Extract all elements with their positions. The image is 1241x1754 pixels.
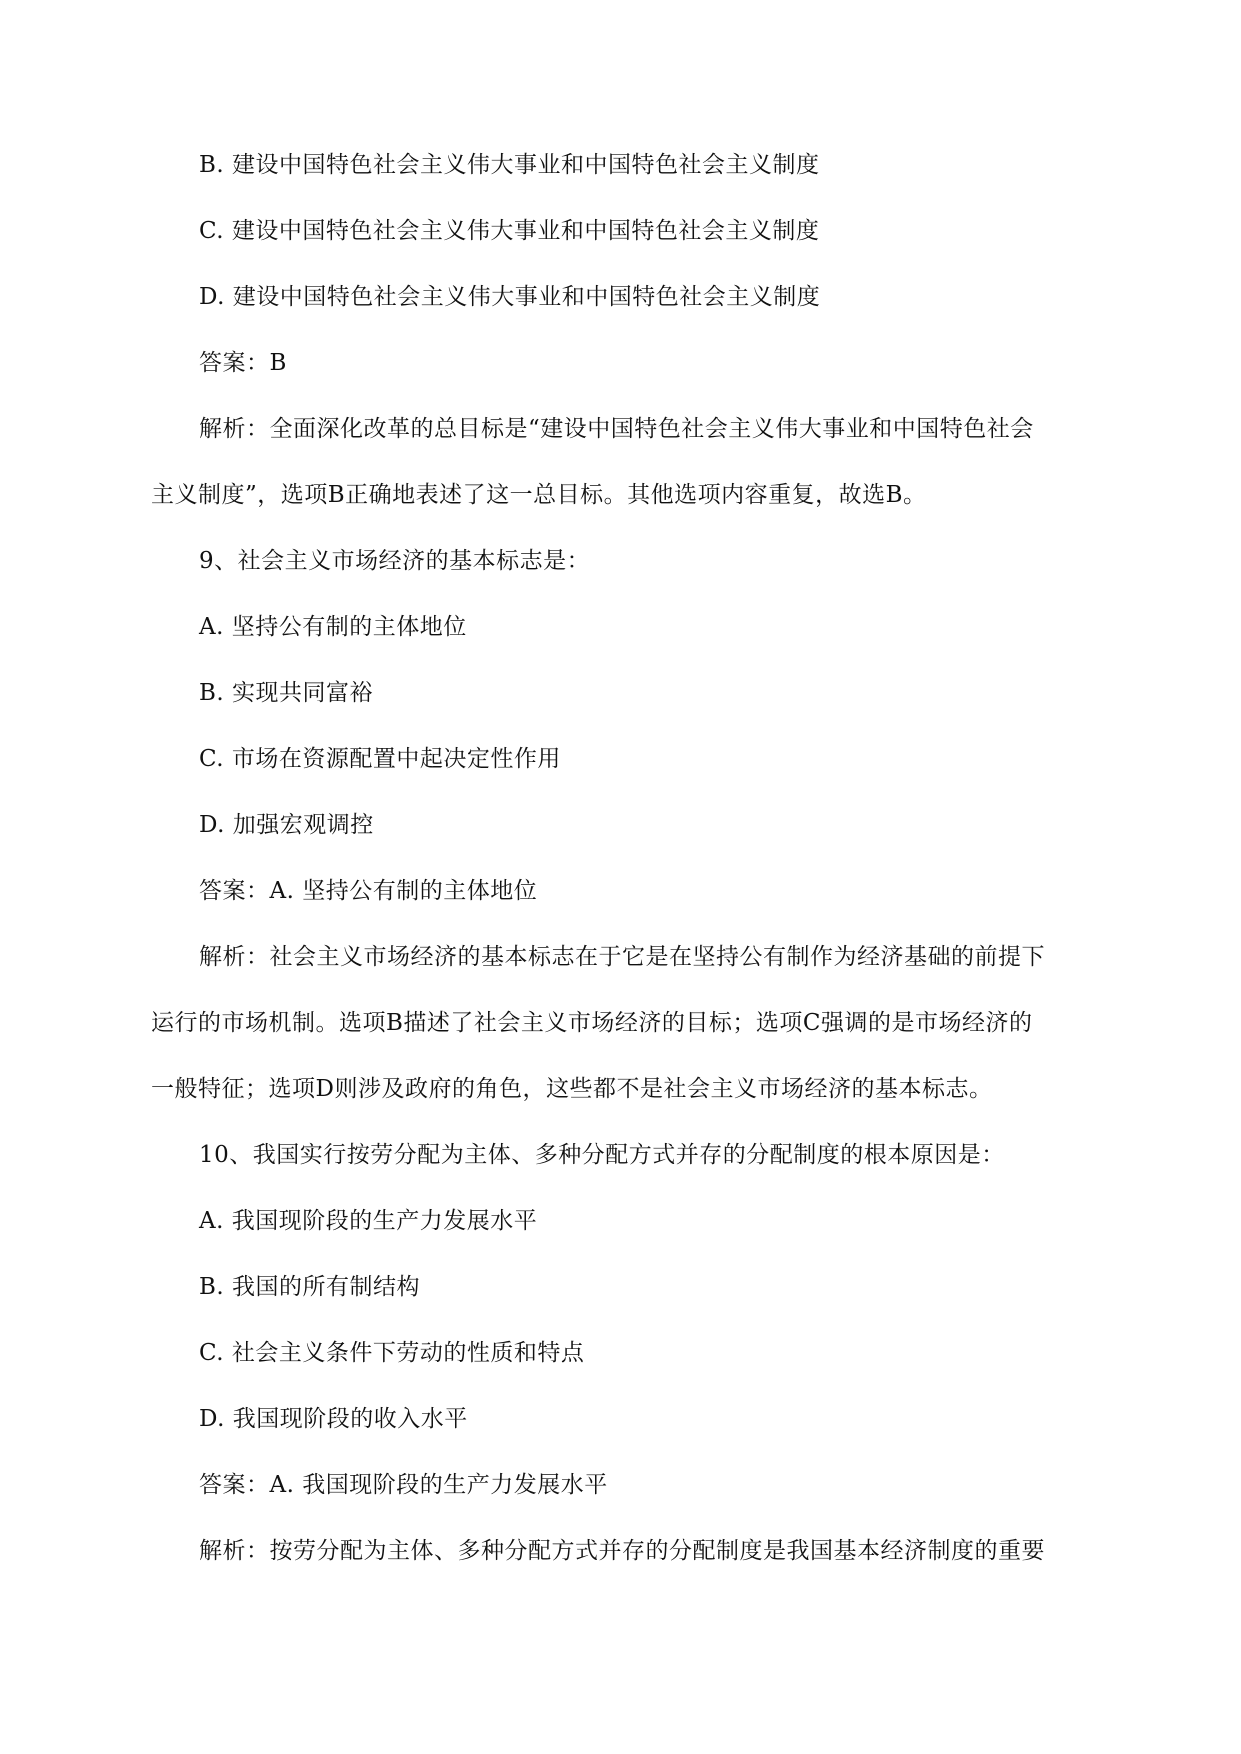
option-b-line: B. 实现共同富裕 (199, 680, 374, 706)
explanation-line: 解析：社会主义市场经济的基本标志在于它是在坚持公有制作为经济基础的前提下 (199, 944, 1045, 970)
option-a-line: A. 我国现阶段的生产力发展水平 (199, 1208, 538, 1234)
option-d-line: D. 建设中国特色社会主义伟大事业和中国特色社会主义制度 (199, 284, 821, 310)
explanation-line: 运行的市场机制。选项B描述了社会主义市场经济的目标；选项C强调的是市场经济的 (151, 1010, 1033, 1036)
option-c-line: C. 社会主义条件下劳动的性质和特点 (199, 1340, 585, 1366)
option-d-line: D. 加强宏观调控 (199, 812, 374, 838)
option-c-line: C. 建设中国特色社会主义伟大事业和中国特色社会主义制度 (199, 218, 820, 244)
explanation-line: 解析：按劳分配为主体、多种分配方式并存的分配制度是我国基本经济制度的重要 (199, 1538, 1045, 1564)
option-b-line: B. 我国的所有制结构 (199, 1274, 421, 1300)
option-b-line: B. 建设中国特色社会主义伟大事业和中国特色社会主义制度 (199, 152, 820, 178)
option-d-line: D. 我国现阶段的收入水平 (199, 1406, 468, 1432)
explanation-line: 主义制度”，选项B正确地表述了这一总目标。其他选项内容重复，故选B。 (151, 482, 927, 508)
answer-line: 答案：A. 坚持公有制的主体地位 (199, 878, 538, 904)
option-c-line: C. 市场在资源配置中起决定性作用 (199, 746, 561, 772)
question-10-title: 10、我国实行按劳分配为主体、多种分配方式并存的分配制度的根本原因是： (199, 1142, 1005, 1168)
explanation-line: 一般特征；选项D则涉及政府的角色，这些都不是社会主义市场经济的基本标志。 (151, 1076, 993, 1102)
answer-line: 答案：A. 我国现阶段的生产力发展水平 (199, 1472, 608, 1498)
question-9-title: 9、社会主义市场经济的基本标志是： (199, 548, 591, 574)
explanation-line: 解析：全面深化改革的总目标是“建设中国特色社会主义伟大事业和中国特色社会 (199, 416, 1034, 442)
option-a-line: A. 坚持公有制的主体地位 (199, 614, 467, 640)
answer-line: 答案：B (199, 350, 287, 376)
